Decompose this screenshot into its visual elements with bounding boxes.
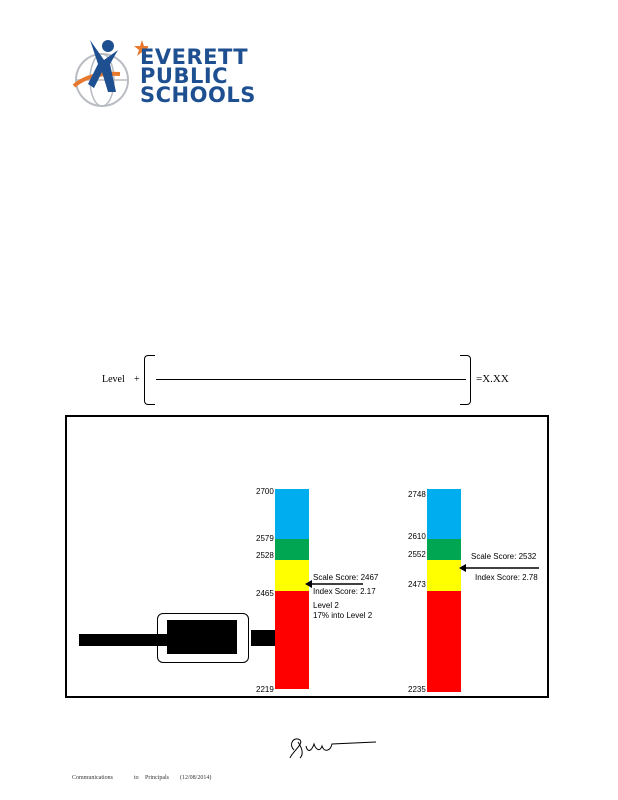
left-scale-score: Scale Score: 2467 (313, 573, 379, 582)
left-level-percent: 17% into Level 2 (313, 611, 373, 620)
level-4-segment (275, 489, 309, 539)
formula-left-label: Level (102, 374, 125, 385)
level-3-segment (427, 539, 461, 560)
district-logo (70, 36, 256, 110)
right-tick-label: 2748 (408, 490, 426, 499)
level-1-segment (275, 591, 309, 689)
left-score-bar (275, 489, 309, 689)
logo-mark-icon (70, 36, 148, 110)
redaction-bar (79, 634, 169, 646)
right-scale-score: Scale Score: 2532 (471, 552, 537, 561)
logo-line-3: SCHOOLS (140, 83, 256, 107)
left-tick-label: 2465 (256, 589, 274, 598)
right-tick-label: 2610 (408, 532, 426, 541)
level-1-segment (427, 591, 461, 692)
signature-image (280, 730, 380, 760)
footer (72, 775, 272, 787)
right-tick-label: 2552 (408, 550, 426, 559)
formula-fraction-line (156, 379, 466, 380)
left-tick-label: 2700 (256, 487, 274, 496)
formula-operator: + (134, 374, 140, 385)
left-tick-label: 2579 (256, 534, 274, 543)
formula-result: =X.XX (476, 373, 509, 385)
logo-line-2: PUBLIC (140, 64, 229, 88)
level-3-segment (275, 539, 309, 560)
level-2-segment (275, 560, 309, 591)
footer-text: Principals (145, 775, 169, 781)
level-4-segment (427, 489, 461, 539)
left-index-score: Index Score: 2.17 (313, 587, 376, 596)
formula-left-bracket (144, 355, 155, 405)
level-2-segment (427, 560, 461, 591)
footer-text: Communications (72, 775, 113, 781)
formula-right-bracket (460, 355, 471, 405)
footer-text: to (134, 775, 139, 781)
left-tick-label: 2528 (256, 551, 274, 560)
right-tick-label: 2235 (408, 685, 426, 694)
right-score-arrow (459, 563, 541, 573)
footer-date: (12/08/2014) (180, 775, 212, 781)
right-index-score: Index Score: 2.78 (475, 573, 538, 582)
right-tick-label: 2473 (408, 580, 426, 589)
right-score-bar (427, 489, 461, 692)
redaction-block (167, 620, 237, 654)
left-level: Level 2 (313, 601, 339, 610)
formula (100, 355, 520, 405)
score-chart (65, 415, 549, 698)
left-tick-label: 2219 (256, 685, 274, 694)
logo-line-1: EVERETT (140, 45, 249, 69)
